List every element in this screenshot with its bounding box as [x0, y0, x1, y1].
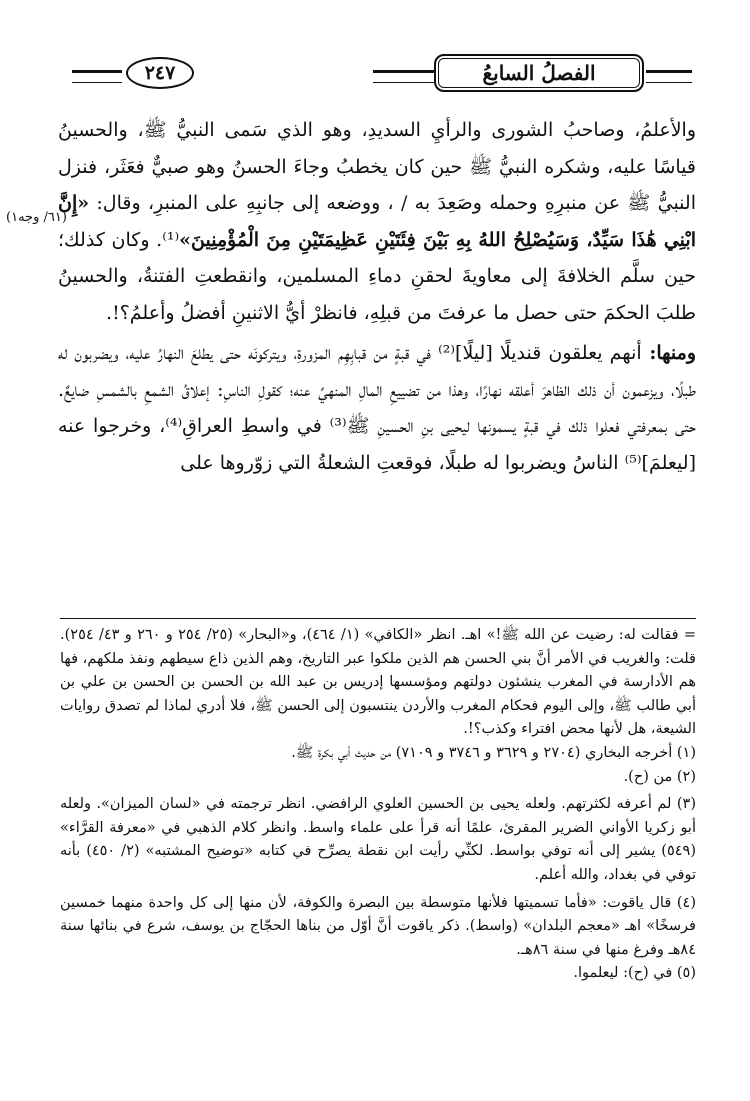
footnote-3: (٣) لم أعرفه لكثرتهم. ولعله يحيى بن الحسين العلوي الرافضي. انظر ترجمته في «لسان الميزان». ولعله أبو زكريا الأواني الضرير المقرئ، علمًا أنه قرأ على علماء واسط. وانظر كلام الذهبي في «معرفة القرَّاء» (٥٤٩) يشير إلى أنه توفي بواسط. لكنِّي رأيت ابن نقطة يصرِّح في كتابه «توضيح المشتبه» (٢/ ٤٥٠) بأنه توفي في بغداد، والله أعلم.	[60, 796, 696, 883]
footnote-continuation: = فقالت له: رضيت عن الله ﷺ!» اهـ. انظر «الكافي» (١/ ٤٦٤)، و«البحار» (٢٥/ ٢٥٤ و ٢٦٠ و ٤٣/ ٢٥٤). قلت: والغريب في الأمر أنَّ بني الحسن هم الذين ملكوا عبر التاريخ، وهم الذين ذاع سيطهم ونفذ ملكهم، فها هم الأدارسة في المغرب ينشئون دولتهم ومؤسسها إدريس بن عبد الله بن الحسن بن الحسن بن علي بن أبي طالب ﷺ، وإلى اليوم فحكام المغرب والأردن ينتسبون إلى الحسن ﷺ، فلا أدري لماذا لم تصدق روايات الشيعة، هل لأنها محض افتراء وكذب؟!.	[60, 627, 696, 738]
paragraph-1-text: والأعلمُ، وصاحبُ الشورى والرأيِ السديدِ، وهو الذي سَمى النبيُّ ﷺ، والحسينُ قياسًا عليه، وشكره النبيُّ ﷺ حين كان يخطبُ وجاءَ الحسنُ وهو صبيٌّ فعَثَر، فنزل النبيُّ ﷺ عن منبرِهِ وحمله وصَعِدَ به / ، ووضعه إلى جانبِهِ على المنبرِ، وقال:	[58, 119, 696, 214]
page-number: ٢٤٧	[126, 57, 194, 89]
hadith-quote: «إِنَّ ابْنِي هَٰذَا سَيِّدٌ، وَسَيُصْلِحُ اللهُ بِهِ بَيْنَ فِئَتَيْنِ عَظِيمَتَيْنِ مِنَ الْمُؤْمِنِينَ»	[58, 192, 696, 251]
manuscript-margin-note: (٦١/ وجه١)	[6, 210, 67, 225]
header-rule-middle	[373, 70, 434, 83]
paragraph-2-lead: ومنها:	[641, 342, 696, 364]
footnote-2: (٢) من (ح).	[623, 768, 696, 785]
paragraph-2	[58, 335, 696, 481]
paragraph-2-text: أنهم يعلقون قنديلًا [ليلًا]⁽²⁾ في قبةٍ من قبابِهِم المزورةِ، ويتركونَه حتى يطلعَ النهارُ عليه، ويضربون له طبلًا، ويزعمون أن ذلك الظاهرَ أعلقه نهارًا، وهذا من تضييعِ المالِ المنهيِّ عنه؛ كقولِ الناسِ: إعلاقُ الشمعِ بالشمسِ ضايعٌ. حتى بمعرفتي فعلوا ذلك في قبةٍ يسمونها ليحيى بنِ الحسينِ ﷺ⁽³⁾ في واسطِ العراقِ⁽⁴⁾، وخرجوا عنه [ليعلمَ]⁽⁵⁾ الناسُ ويضربوا له طبلًا، فوقعتِ الشعلةُ التي زوّروها على	[58, 342, 696, 474]
header-rule-right	[646, 70, 692, 83]
footnote-5: (٥) في (ح): ليعلموا.	[573, 965, 696, 982]
footnote-separator	[60, 618, 696, 619]
footnote-1: (١) أخرجه البخاري (٢٧٠٤ و ٣٦٢٩ و ٣٧٤٦ و ٧١٠٩) من حديث أبي بكرة ﷺ.	[291, 744, 696, 761]
paragraph-1	[58, 112, 696, 331]
page-header	[72, 54, 692, 94]
footnotes	[60, 624, 696, 986]
footnote-4: (٤) قال ياقوت: «فأما تسميتها فلأنها متوسطة بين البصرة والكوفة، لأن منها إلى كل واحدة منهما خمسين فرسخًا» اهـ «معجم البلدان» (واسط). ذكر ياقوت أنَّ أوّل من بناها الحجّاج بن يوسف، شرع في بنائها سنة ٨٤هـ وفرغ منها في سنة ٨٦هـ.	[60, 894, 696, 958]
chapter-title: الفصلُ السابعُ	[434, 54, 644, 92]
paragraph-1-rest: ⁽¹⁾. وكان كذلك؛ حين سلَّم الخلافةَ إلى معاويةَ لحقنِ دماءِ المسلمين، وانقطعتِ الفتنةُ، والحسينُ طلبَ الحكمَ حتى حصل ما عرفتَ من قبلِهِ، فانظرْ أيُّ الاثنينِ أفضلُ وأعلمُ؟!.	[58, 228, 696, 324]
header-rule-left	[72, 70, 122, 83]
main-text	[58, 112, 696, 481]
